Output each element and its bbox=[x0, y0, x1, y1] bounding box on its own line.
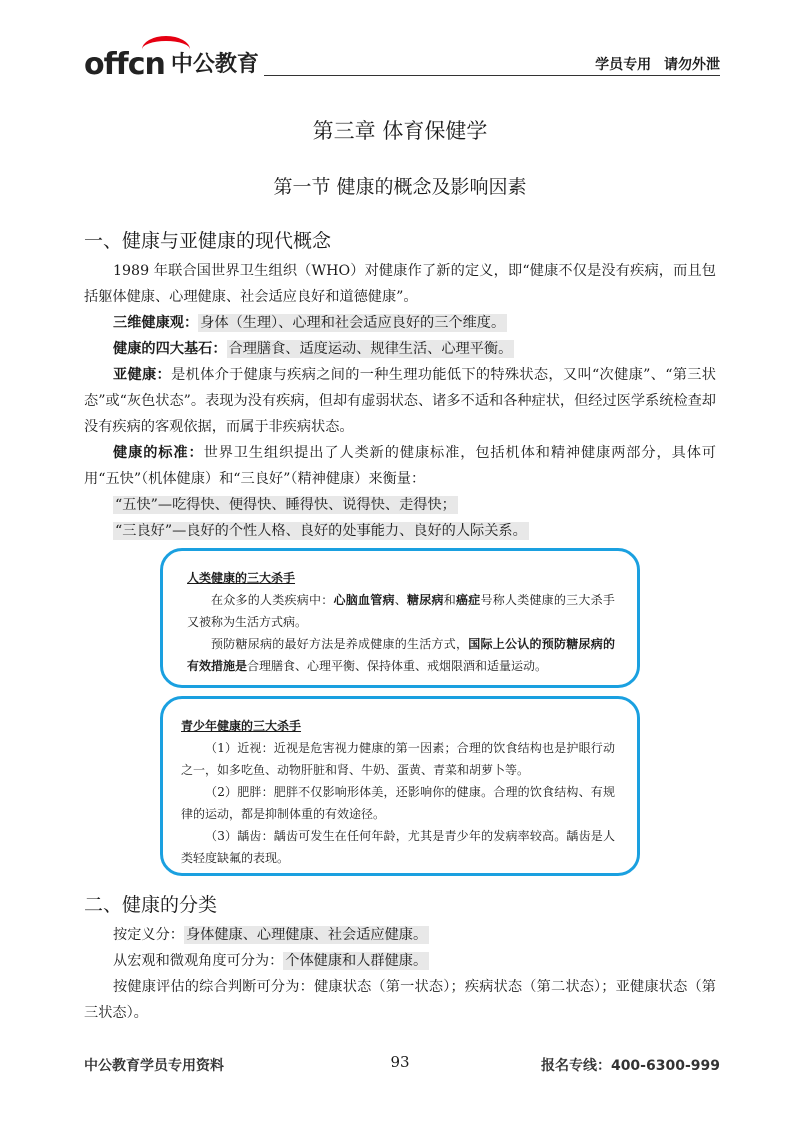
box1-cancer: 癌症 bbox=[455, 593, 481, 607]
box2-item-caries: （3）龋齿：龋齿可发生在任何年龄，尤其是青少年的发病率较高。龋齿是人类轻度缺氟的表现。 bbox=[181, 829, 615, 865]
three-good-line bbox=[84, 518, 716, 544]
class-by-definition-text: 身体健康、心理健康、社会适应健康。 bbox=[185, 927, 428, 943]
box2-item-myopia: （1）近视：近视是危害视力健康的第一因素；合理的饮食结构也是护眼行动之一，如多吃鱼、动物肝脏和肾、牛奶、蛋黄、青菜和胡萝卜等。 bbox=[181, 741, 615, 777]
box2-item-obesity: （2）肥胖：肥胖不仅影响形体美，还影响你的健康。合理的饮食结构、有规律的运动，都是抑制体重的有效途径。 bbox=[181, 785, 615, 821]
box1-paragraph-1 bbox=[187, 589, 615, 633]
callout-box-adult-killers bbox=[160, 548, 640, 688]
class-macro-micro bbox=[84, 948, 716, 974]
box1-title: 人类健康的三大杀手 bbox=[187, 571, 296, 585]
class-by-definition-prefix: 按定义分： bbox=[113, 927, 184, 943]
five-fast-line bbox=[84, 492, 716, 518]
header-rule bbox=[264, 75, 720, 76]
section-title: 第一节 健康的概念及影响因素 bbox=[273, 176, 527, 198]
logo-latin-text: offcn bbox=[84, 47, 165, 82]
header-confidential-note: 学员专用 请勿外泄 bbox=[595, 57, 720, 73]
who-definition-paragraph: 1989 年联合国世界卫生组织（WHO）对健康作了新的定义，即“健康不仅是没有疾病，而且包括躯体健康、心理健康、社会适应良好和道德健康”。 bbox=[84, 263, 716, 305]
three-dimension-label: 三维健康观： bbox=[113, 315, 199, 331]
class-by-evaluation: 按健康评估的综合判断可分为：健康状态（第一状态）；疾病状态（第二状态）；亚健康状态（第三状态）。 bbox=[84, 979, 716, 1021]
box1-p1-and: 和 bbox=[443, 593, 456, 607]
three-dimension-text: 身体（生理）、心理和社会适应良好的三个维度。 bbox=[200, 315, 506, 331]
page-number: 93 bbox=[390, 1053, 410, 1071]
box1-p1-rest: 号称人类健康的三大杀手又被称为生活方式病。 bbox=[187, 593, 615, 629]
chapter-title: 第三章 体育保健学 bbox=[312, 119, 488, 143]
box1-p2-emphasis: 国际上公认的预防糖尿病的有效措施是 bbox=[187, 637, 615, 673]
sub-health-paragraph bbox=[84, 362, 716, 440]
heading-classification: 二、健康的分类 bbox=[84, 894, 218, 916]
class-macro-micro-text: 个体健康和人群健康。 bbox=[285, 953, 428, 969]
class-macro-micro-prefix: 从宏观和微观角度可分为： bbox=[113, 953, 284, 969]
page-header bbox=[84, 40, 720, 80]
sub-health-text: 是机体介于健康与疾病之间的一种生理功能低下的特殊状态，又叫“次健康”、“第三状态”或“灰色状态”。表现为没有疾病，但却有虚弱状态、诸多不适和各种症状，但经过医学系统检查却没有疾病的客观依据，而属于非疾病状态。 bbox=[84, 367, 716, 435]
box1-p1-intro: 在众多的人类疾病中： bbox=[211, 593, 334, 607]
box1-paragraph-2 bbox=[187, 633, 615, 677]
box1-p1-separator: 、 bbox=[394, 593, 407, 607]
health-standard-paragraph bbox=[84, 440, 716, 492]
sub-health-label: 亚健康： bbox=[113, 367, 172, 383]
box1-diabetes: 糖尿病 bbox=[406, 593, 444, 607]
box2-title: 青少年健康的三大杀手 bbox=[181, 719, 302, 733]
box1-cardio-disease: 心脑血管病 bbox=[333, 593, 395, 607]
logo-cn-text: 中公教育 bbox=[170, 52, 259, 77]
box1-p2-intro: 预防糖尿病的最好方法是养成健康的生活方式， bbox=[211, 637, 469, 651]
callout-box-youth-killers bbox=[160, 696, 640, 876]
footer-hotline: 报名专线：400-6300-999 bbox=[540, 1058, 720, 1074]
health-standard-label: 健康的标准： bbox=[113, 445, 204, 461]
five-fast-text: “五快”—吃得快、便得快、睡得快、说得快、走得快； bbox=[115, 497, 456, 513]
class-by-definition bbox=[84, 922, 716, 948]
offcn-logo bbox=[84, 40, 259, 80]
box1-p2-rest: 合理膳食、心理平衡、保持体重、戒烟限酒和适量运动。 bbox=[247, 659, 548, 673]
four-cornerstones-label: 健康的四大基石： bbox=[113, 341, 227, 357]
health-standard-text: 世界卫生组织提出了人类新的健康标准，包括机体和精神健康两部分，具体可用“五快”（机体健康）和“三良好”（精神健康）来衡量： bbox=[84, 445, 716, 487]
four-cornerstones-text: 合理膳食、适度运动、规律生活、心理平衡。 bbox=[228, 341, 513, 357]
four-cornerstones-paragraph bbox=[84, 336, 716, 362]
three-good-text: “三良好”—良好的个性人格、良好的处事能力、良好的人际关系。 bbox=[115, 523, 527, 539]
logo-arc-icon bbox=[142, 36, 190, 63]
heading-concepts: 一、健康与亚健康的现代概念 bbox=[84, 230, 332, 252]
three-dimension-paragraph bbox=[84, 310, 716, 336]
footer-left-text: 中公教育学员专用资料 bbox=[84, 1058, 224, 1074]
